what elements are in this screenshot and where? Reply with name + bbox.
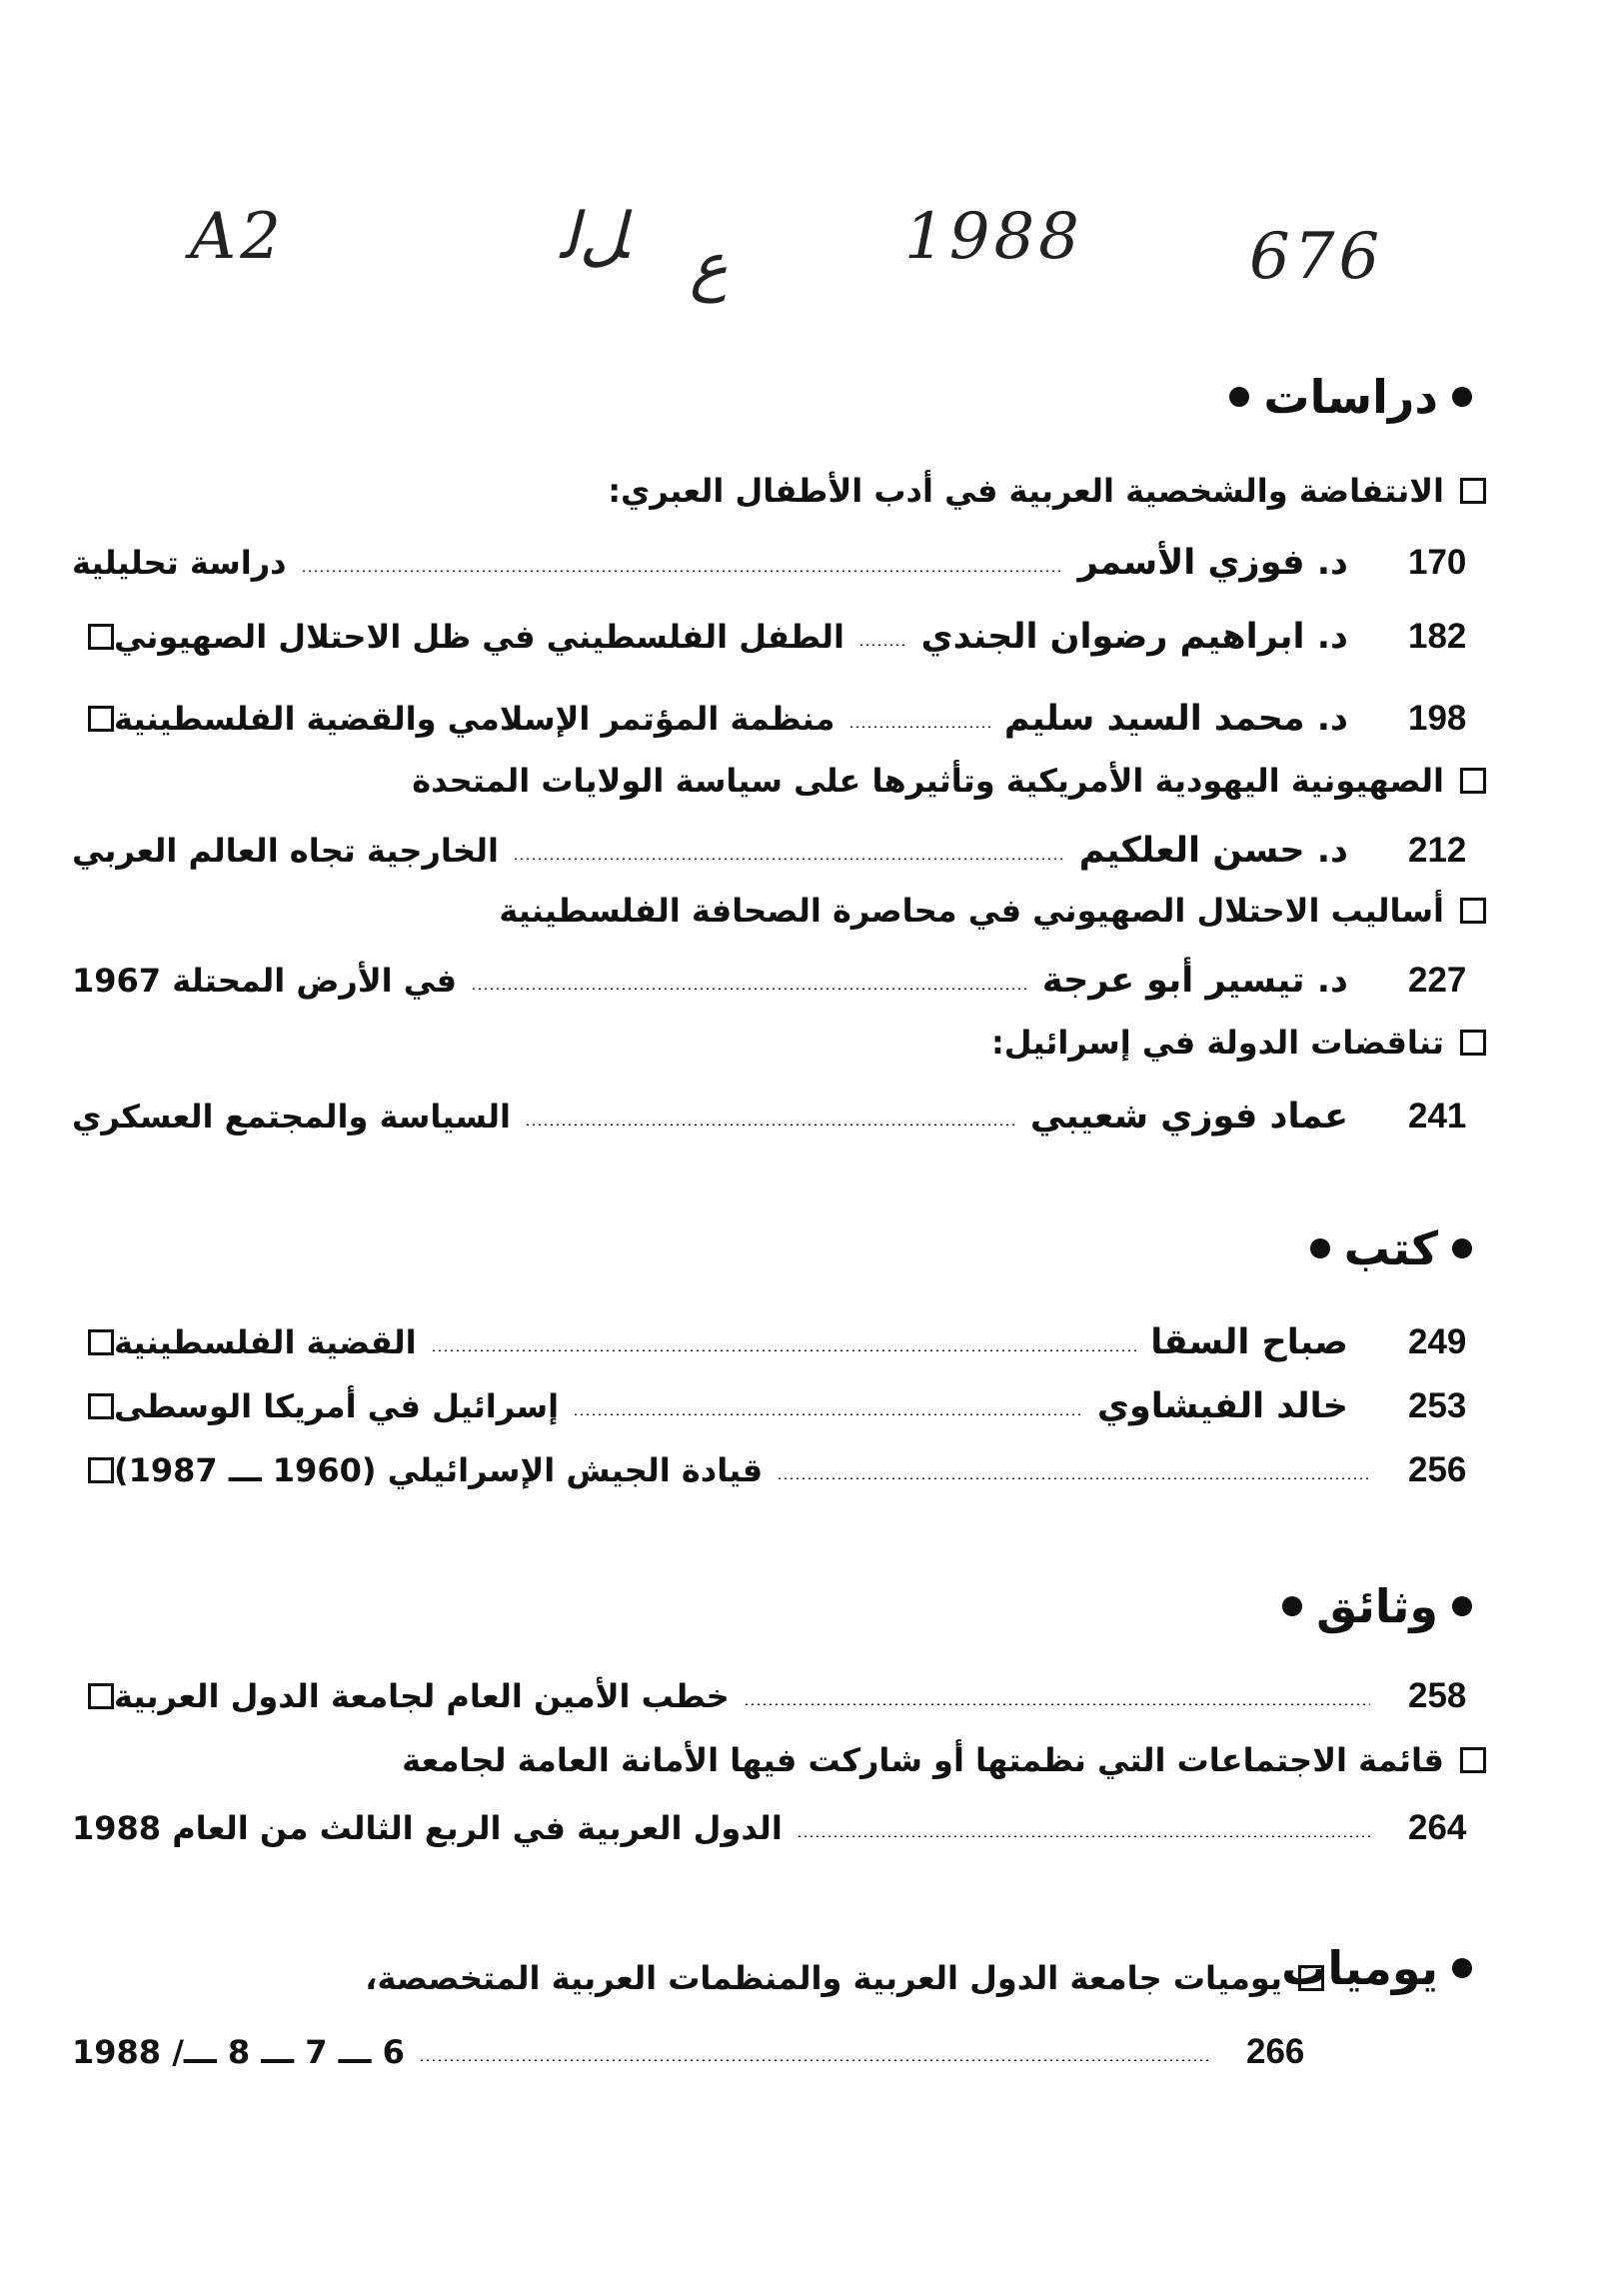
toc-entry-title xyxy=(991,1024,1486,1062)
handwritten-note: ﻞﻟ xyxy=(560,200,628,274)
entry-page: 249 xyxy=(1408,1322,1467,1361)
entry-title: الطفل الفلسطيني في ظل الاحتلال الصهيوني xyxy=(114,618,844,656)
bullet-icon xyxy=(1452,1596,1472,1616)
toc-entry-title xyxy=(365,1959,1324,1997)
toc-entry-title xyxy=(412,762,1486,800)
toc-entry[interactable] xyxy=(72,1669,1486,1723)
entry-title: تناقضات الدولة في إسرائيل: xyxy=(990,1024,1444,1062)
entry-author: د. تيسير أبو عرجة xyxy=(1041,961,1348,1001)
toc-entry[interactable] xyxy=(72,1315,1486,1369)
checkbox-icon xyxy=(88,1683,114,1709)
toc-entry[interactable] xyxy=(72,692,1486,746)
checkbox-icon xyxy=(88,1329,114,1355)
entry-author: د. حسن العلكيم xyxy=(1078,831,1348,871)
bullet-icon xyxy=(1229,387,1249,407)
entry-page: 170 xyxy=(1408,543,1467,582)
entry-author: د. ابراهيم رضوان الجندي xyxy=(920,617,1348,657)
entry-title: إسرائيل في أمريكا الوسطى xyxy=(114,1387,560,1425)
entry-title: قائمة الاجتماعات التي نظمتها أو شاركت فيها الأمانة العامة لجامعة xyxy=(402,1741,1444,1779)
toc-entry-title xyxy=(402,1741,1486,1779)
entry-title: القضية الفلسطينية xyxy=(114,1323,417,1361)
entry-title: قيادة الجيش الإسرائيلي (1960 ـــ 1987) xyxy=(114,1451,764,1489)
bullet-icon xyxy=(1282,1596,1302,1616)
entry-page: 253 xyxy=(1408,1386,1467,1425)
entry-page: 227 xyxy=(1408,961,1467,1000)
toc-entry[interactable] xyxy=(72,1443,1486,1497)
entry-title: الدول العربية في الربع الثالث من العام 1988 xyxy=(72,1809,783,1847)
entry-title: 6 ـــ 7 ـــ 8 ـــ/ 1988 xyxy=(72,2033,405,2071)
handwritten-note: 676 xyxy=(1249,220,1384,294)
dot-leader xyxy=(431,1349,1137,1351)
entry-title: في الأرض المحتلة 1967 xyxy=(72,962,458,1000)
entry-title: أساليب الاحتلال الصهيوني في محاصرة الصحافة الفلسطينية xyxy=(499,892,1444,930)
toc-entry[interactable] xyxy=(72,1801,1486,1855)
entry-author: د. فوزي الأسمر xyxy=(1077,543,1348,583)
handwritten-note: 1988 xyxy=(904,200,1083,274)
bullet-icon xyxy=(1310,1238,1330,1258)
entry-page: 266 xyxy=(1246,2032,1305,2071)
checkbox-icon xyxy=(1460,1747,1486,1773)
handwritten-annotations xyxy=(0,200,1624,320)
handwritten-note: A2 xyxy=(190,200,285,274)
entry-title: الصهيونية اليهودية الأمريكية وتأثيرها على سياسة الولايات المتحدة xyxy=(412,762,1444,800)
bullet-icon xyxy=(1452,1958,1472,1978)
dot-leader xyxy=(419,2059,1208,2061)
entry-page: 256 xyxy=(1408,1450,1467,1489)
entry-page: 258 xyxy=(1408,1676,1467,1715)
checkbox-icon xyxy=(88,706,114,732)
dot-leader xyxy=(858,644,907,646)
entry-page: 198 xyxy=(1408,699,1467,738)
section-heading-books xyxy=(1296,1221,1486,1275)
bullet-icon xyxy=(1452,387,1472,407)
entry-title: يوميات جامعة الدول العربية والمنظمات العربية المتخصصة، xyxy=(365,1959,1282,1997)
section-heading-documents xyxy=(1268,1579,1486,1633)
checkbox-icon xyxy=(1460,478,1486,504)
dot-leader xyxy=(573,1413,1083,1415)
dot-leader xyxy=(525,1124,1016,1126)
entry-title: السياسة والمجتمع العسكري xyxy=(72,1098,511,1136)
dot-leader xyxy=(797,1835,1370,1837)
toc-entry[interactable] xyxy=(72,536,1486,590)
entry-page: 182 xyxy=(1408,617,1467,656)
dot-leader xyxy=(513,858,1065,860)
toc-entry[interactable] xyxy=(72,1379,1486,1433)
entry-title: منظمة المؤتمر الإسلامي والقضية الفلسطينية xyxy=(114,700,835,738)
handwritten-note: ع xyxy=(690,230,729,304)
entry-author: خالد الفيشاوي xyxy=(1096,1386,1348,1426)
toc-entry[interactable] xyxy=(72,610,1486,664)
checkbox-icon xyxy=(1460,898,1486,924)
section-title: يوميات xyxy=(1281,1941,1438,1995)
section-title: وثائق xyxy=(1316,1579,1438,1633)
toc-entry-title xyxy=(499,892,1486,930)
checkbox-icon xyxy=(88,1393,114,1419)
section-title: كتب xyxy=(1343,1221,1438,1275)
entry-author: د. محمد السيد سليم xyxy=(1003,699,1348,739)
checkbox-icon xyxy=(1460,768,1486,794)
checkbox-icon xyxy=(88,624,114,650)
entry-page: 264 xyxy=(1408,1808,1467,1847)
entry-page: 212 xyxy=(1408,831,1467,870)
dot-leader xyxy=(744,1703,1370,1705)
entry-title: الخارجية تجاه العالم العربي xyxy=(72,832,499,870)
toc-entry[interactable] xyxy=(72,1090,1486,1144)
bullet-icon xyxy=(1452,1238,1472,1258)
toc-entry[interactable] xyxy=(72,954,1486,1008)
checkbox-icon xyxy=(1460,1030,1486,1056)
toc-entry[interactable] xyxy=(72,2025,1324,2079)
dot-leader xyxy=(301,570,1064,572)
checkbox-icon xyxy=(88,1457,114,1483)
entry-author: عماد فوزي شعيبي xyxy=(1029,1097,1348,1137)
checkbox-icon xyxy=(1298,1965,1324,1991)
section-heading-studies xyxy=(1215,370,1486,424)
entry-author: صباح السقا xyxy=(1150,1322,1348,1362)
entry-title: الانتفاضة والشخصية العربية في أدب الأطفال العبري: xyxy=(608,472,1444,510)
toc-entry-title xyxy=(608,472,1486,510)
dot-leader xyxy=(777,1477,1370,1479)
entry-title: دراسة تحليلية xyxy=(72,544,287,582)
toc-entry[interactable] xyxy=(72,824,1486,878)
section-title: دراسات xyxy=(1263,370,1438,424)
dot-leader xyxy=(848,726,990,728)
entry-title: خطب الأمين العام لجامعة الدول العربية xyxy=(114,1677,730,1715)
entry-page: 241 xyxy=(1408,1097,1467,1136)
dot-leader xyxy=(471,988,1028,990)
